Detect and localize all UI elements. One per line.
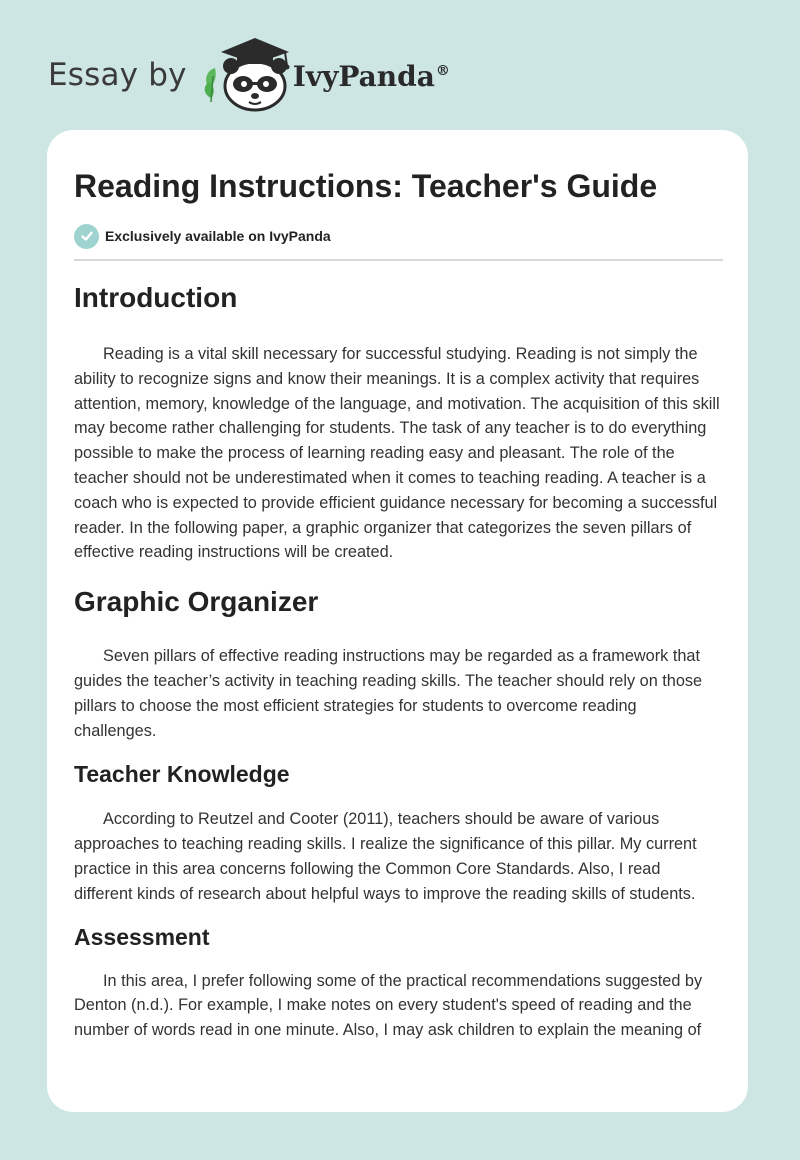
- heading-introduction: Introduction: [74, 282, 238, 313]
- exclusive-badge: [74, 223, 722, 249]
- heading-assessment: Assessment: [74, 923, 210, 950]
- paragraph-introduction: Reading is a vital skill necessary for successful studying. Reading is not simply the ability to recognize signs and know their meanings. It is a complex activity that requires attention, memory, knowledge of the language, and motivation. The acquisition of this skill may become rather challenging for students. The task of any teacher is to do everything possible to make the process of learning reading easy and pleasant. The role of the teacher should not be underestimated when it comes to teaching reading. A teacher is a coach who is expected to provide efficient guidance necessary for becoming a successful reader. In the following paper, a graphic organizer that categorizes the seven pillars of effective reading instructions will be created.: [74, 345, 720, 562]
- heading-graphic-organizer: Graphic Organizer: [74, 586, 319, 618]
- brand-header[interactable]: [48, 34, 450, 114]
- document-card: [47, 130, 748, 1112]
- heading-teacher-knowledge: Teacher Knowledge: [74, 761, 290, 788]
- paragraph-graphic-organizer: Seven pillars of effective reading instructions may be regarded as a framework that guides the teacher’s activity in teaching reading skills. The teacher should rely on those pillars to choose the most efficient strategies for students to overcome reading challenges.: [74, 647, 703, 740]
- paragraph-teacher-knowledge: According to Reutzel and Cooter (2011), teachers should be aware of various approaches to teaching reading skills. I realize the significance of this pillar. My current practice in this area concerns following the Common Core Standards. Also, I read different kinds of research about helpful ways to improve the reading skills of students.: [74, 810, 697, 903]
- divider: [74, 259, 723, 261]
- panda-graduate-icon: [201, 36, 297, 112]
- page-title: Reading Instructions: Teacher's Guide: [74, 168, 658, 204]
- check-circle-icon: [74, 224, 99, 249]
- paragraph-assessment: In this area, I prefer following some of the practical recommendations suggested by Denton (n.d.). For example, I make notes on every student's speed of reading and the number of words read in one minute. Also, I may ask children to explain the meaning of: [74, 971, 703, 1040]
- brand-name: IvyPanda®: [292, 59, 450, 93]
- brand-prefix: Essay by: [48, 57, 187, 93]
- badge-text: Exclusively available on IvyPanda: [105, 228, 331, 244]
- registered-mark: ®: [435, 63, 450, 80]
